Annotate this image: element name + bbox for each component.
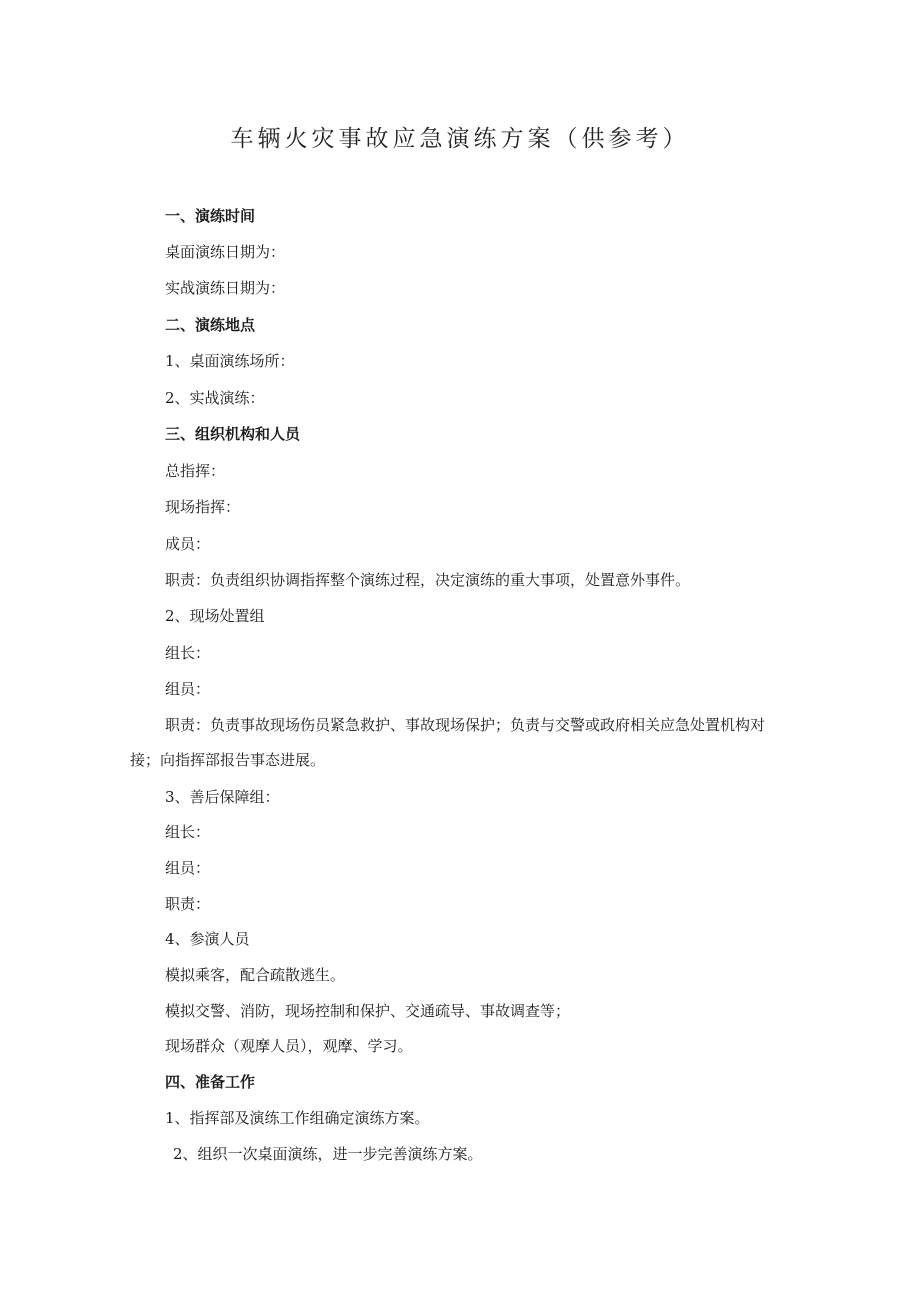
- aftermath-duties: 职责：: [165, 895, 211, 913]
- heading-drill-location: 二、演练地点: [165, 316, 256, 334]
- team-members: 组员：: [165, 680, 211, 698]
- prep-step-2: 2、组织一次桌面演练，进一步完善演练方案。: [173, 1145, 483, 1163]
- heading-preparation: 四、准备工作: [165, 1073, 256, 1091]
- participants: 4、参演人员: [165, 930, 250, 948]
- heading-organization: 三、组织机构和人员: [165, 425, 301, 443]
- team-leader: 组长：: [165, 644, 211, 662]
- members: 成员：: [165, 535, 211, 553]
- response-duties-continued: 接；向指挥部报告事态进展。: [130, 751, 326, 769]
- aftermath-members: 组员：: [165, 859, 211, 877]
- command-duties: 职责：负责组织协调指挥整个演练过程，决定演练的重大事项，处置意外事件。: [165, 571, 691, 589]
- desktop-drill-venue: 1、桌面演练场所：: [165, 352, 295, 370]
- live-drill-date: 实战演练日期为：: [165, 279, 286, 297]
- desktop-drill-date: 桌面演练日期为：: [165, 243, 286, 261]
- site-commander: 现场指挥：: [165, 498, 241, 516]
- commander-in-chief: 总指挥：: [165, 462, 226, 480]
- aftermath-leader: 组长：: [165, 823, 211, 841]
- simulated-passengers: 模拟乘客，配合疏散逃生。: [165, 966, 346, 984]
- document-title: 车辆火灾事故应急演练方案（供参考）: [230, 126, 690, 152]
- response-duties: 职责：负责事故现场伤员紧急救护、事故现场保护；负责与交警或政府相关应急处置机构对: [165, 716, 766, 734]
- prep-step-1: 1、指挥部及演练工作组确定演练方案。: [165, 1109, 430, 1127]
- site-response-team: 2、现场处置组: [165, 607, 265, 625]
- heading-drill-time: 一、演练时间: [165, 207, 256, 225]
- live-drill-venue: 2、实战演练：: [165, 389, 265, 407]
- simulated-police-fire: 模拟交警、消防，现场控制和保护、交通疏导、事故调查等；: [165, 1002, 571, 1020]
- onsite-observers: 现场群众（观摩人员），观摩、学习。: [165, 1037, 413, 1055]
- aftermath-support-team: 3、善后保障组：: [165, 788, 280, 806]
